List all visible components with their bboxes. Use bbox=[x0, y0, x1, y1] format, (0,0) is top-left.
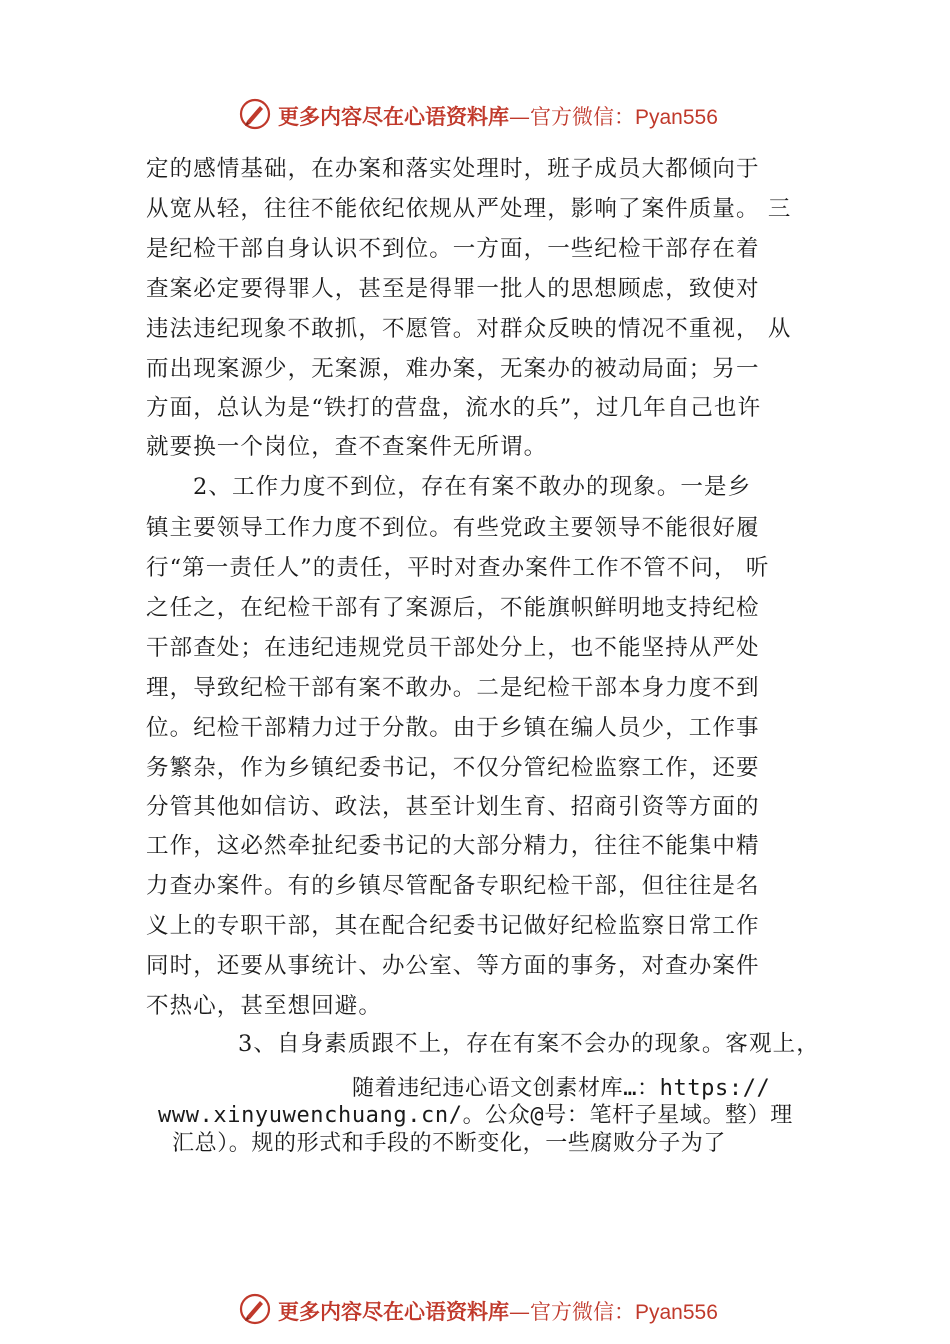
banner-text bbox=[278, 1296, 718, 1326]
banner-text bbox=[278, 101, 718, 131]
banner-dash: — bbox=[509, 105, 530, 129]
banner-dash: — bbox=[509, 1300, 530, 1324]
text-line: 工作，这必然牵扯纪委书记的大部分精力，往往不能集中精 bbox=[146, 833, 760, 859]
text-line: 方面，总认为是“铁打的营盘，流水的兵”，过几年自己也许 bbox=[146, 395, 762, 421]
banner-wechat-label: 官方微信： bbox=[530, 105, 635, 129]
text-line: 分管其他如信访、政法，甚至计划生育、招商引资等方面的 bbox=[146, 794, 760, 820]
text-line: 义上的专职干部，其在配合纪委书记做好纪检监察日常工作 bbox=[146, 913, 760, 939]
text-line: 而出现案源少，无案源，难办案，无案办的被动局面；另一 bbox=[146, 356, 760, 382]
watermark-line: www.xinyuwenchuang.cn/。公众@号：笔杆子星域。整）理 bbox=[158, 1103, 793, 1128]
text-line: 位。纪检干部精力过于分散。由于乡镇在编人员少，工作事 bbox=[146, 715, 760, 741]
text-line: 不热心，甚至想回避。 bbox=[146, 993, 383, 1019]
banner-site: 更多内容尽在心语资料库 bbox=[278, 1299, 509, 1324]
text-line: 之任之，在纪检干部有了案源后，不能旗帜鲜明地支持纪检 bbox=[146, 595, 760, 621]
footer-banner bbox=[0, 1290, 950, 1330]
text-line: 是纪检干部自身认识不到位。一方面，一些纪检干部存在着 bbox=[146, 236, 760, 262]
text-line: 定的感情基础，在办案和落实处理时，班子成员大都倾向于 bbox=[146, 156, 760, 182]
banner-wechat-label: 官方微信： bbox=[530, 1300, 635, 1324]
text-line: 同时，还要从事统计、办公室、等方面的事务，对查办案件 bbox=[146, 953, 760, 979]
text-line: 理，导致纪检干部有案不敢办。二是纪检干部本身力度不到 bbox=[146, 675, 760, 701]
banner-site: 更多内容尽在心语资料库 bbox=[278, 104, 509, 129]
text-line: 行“第一责任人”的责任，平时对查办案件工作不管不问， 听 bbox=[146, 555, 770, 581]
text-line: 镇主要领导工作力度不到位。有些党政主要领导不能很好履 bbox=[146, 515, 760, 541]
text-line: 干部查处；在违纪违规党员干部处分上，也不能坚持从严处 bbox=[146, 635, 760, 661]
watermark-line: 汇总）。规的形式和手段的不断变化，一些腐败分子为了 bbox=[172, 1131, 727, 1156]
watermark-line: 随着违纪违心语文创素材库…：https:// bbox=[352, 1076, 771, 1101]
text-line: 从宽从轻，往往不能依纪依规从严处理，影响了案件质量。 三 bbox=[146, 196, 792, 222]
text-line: 违法违纪现象不敢抓，不愿管。对群众反映的情况不重视， 从 bbox=[146, 316, 792, 342]
text-line: 查案必定要得罪人，甚至是得罪一批人的思想顾虑，致使对 bbox=[146, 276, 760, 302]
banner-account: Pyan556 bbox=[635, 106, 718, 129]
section-heading: 3、自身素质跟不上，存在有案不会办的现象。客观上， bbox=[238, 1031, 820, 1057]
banner-account: Pyan556 bbox=[635, 1301, 718, 1324]
text-line: 务繁杂，作为乡镇纪委书记，不仅分管纪检监察工作，还要 bbox=[146, 755, 760, 781]
pen-logo-icon bbox=[238, 97, 272, 131]
header-banner bbox=[0, 95, 950, 135]
section-heading: 2、工作力度不到位，存在有案不敢办的现象。一是乡 bbox=[193, 474, 752, 500]
text-line: 力查办案件。有的乡镇尽管配备专职纪检干部，但往往是名 bbox=[146, 873, 760, 899]
text-line: 就要换一个岗位，查不查案件无所谓。 bbox=[146, 434, 548, 460]
pen-logo-icon bbox=[238, 1292, 272, 1326]
